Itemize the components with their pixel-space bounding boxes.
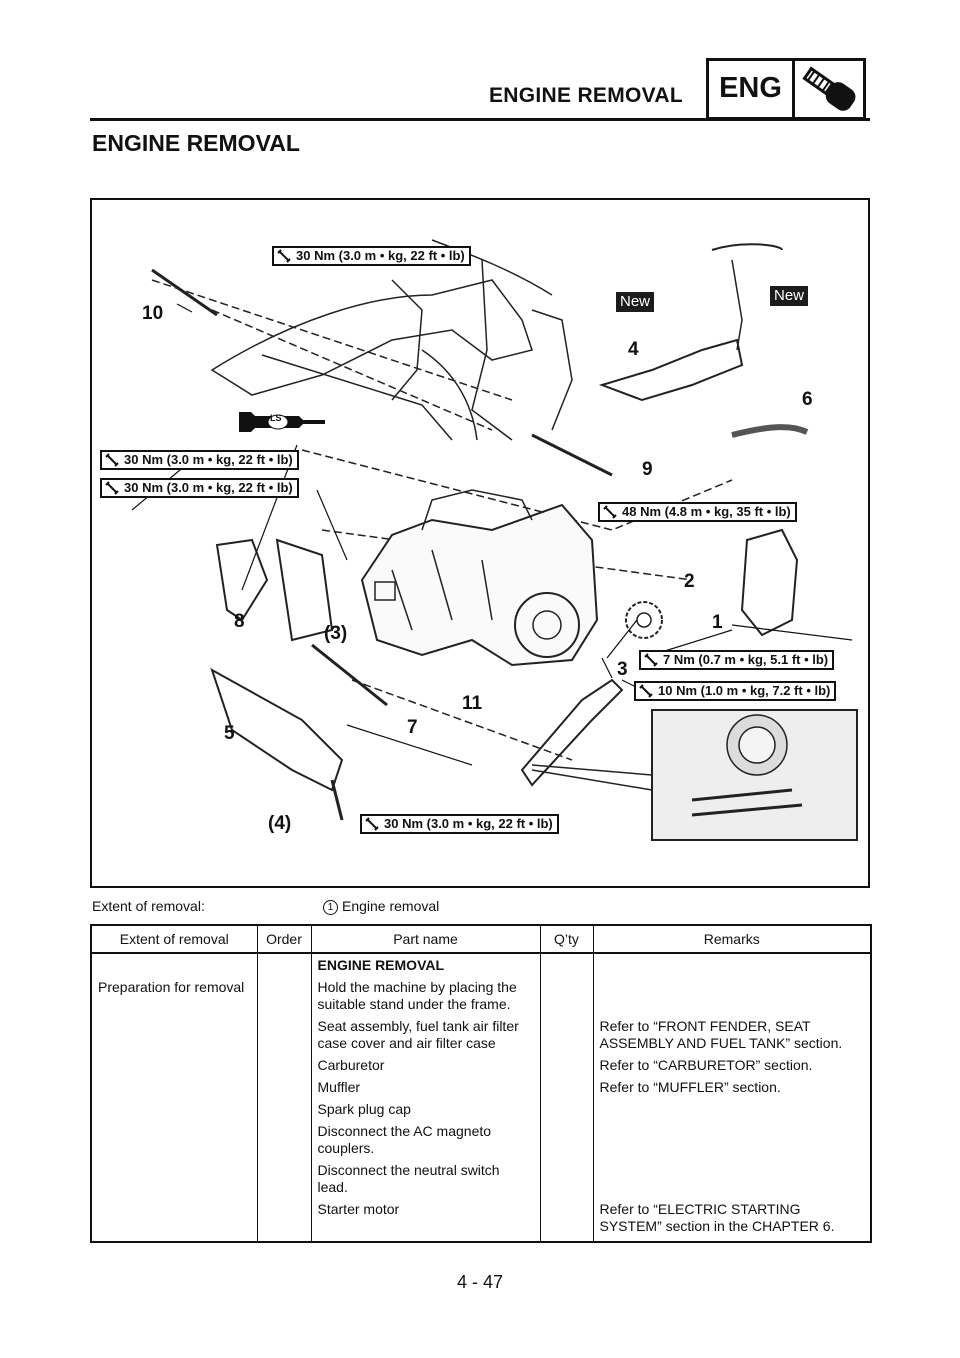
table-row [91,1076,871,1098]
part-label-2: 2 [684,571,695,592]
table-row [91,1120,871,1159]
part-label-7: 7 [407,717,418,738]
table-row [91,1159,871,1198]
cell-remarks [593,953,871,976]
torque-spec-text: 10 Nm (1.0 m • kg, 7.2 ft • lb) [658,683,831,698]
torque-spec [634,681,836,701]
torque-wrench-icon [365,817,379,831]
cell-remarks: Refer to “ELECTRIC STARTING SYSTEM” section in the CHAPTER 6. [593,1198,871,1242]
cell-part: Starter motor [311,1198,540,1242]
cell-order [257,1015,311,1054]
new-tag: New [616,292,654,312]
cell-extent [91,1159,257,1198]
cell-qty [540,1076,593,1098]
part-label-6: 6 [802,389,813,410]
cell-extent [91,953,257,976]
extent-label: Extent of removal: [92,898,205,914]
torque-spec-text: 30 Nm (3.0 m • kg, 22 ft • lb) [384,816,553,831]
column-header: Extent of removal [91,925,257,953]
part-label-1: 1 [712,612,723,633]
cell-remarks [593,1159,871,1198]
torque-spec-text: 30 Nm (3.0 m • kg, 22 ft • lb) [296,248,465,263]
part-label-11: 11 [462,693,483,714]
cell-extent [91,1120,257,1159]
chapter-badge-label: ENG [709,61,795,117]
cell-order [257,976,311,1015]
cell-extent [91,1054,257,1076]
cell-qty [540,1159,593,1198]
cell-extent [91,1198,257,1242]
new-tag: New [770,286,808,306]
running-header-title: ENGINE REMOVAL [489,84,683,107]
cell-qty [540,953,593,976]
cell-qty [540,1054,593,1076]
cell-part: Disconnect the neutral switch lead. [311,1159,540,1198]
torque-spec-text: 7 Nm (0.7 m • kg, 5.1 ft • lb) [663,652,829,667]
cell-part: Spark plug cap [311,1098,540,1120]
column-header: Part name [311,925,540,953]
torque-wrench-icon [105,481,119,495]
table-row [91,1054,871,1076]
torque-spec-text: 48 Nm (4.8 m • kg, 35 ft • lb) [622,504,791,519]
torque-spec [100,450,299,470]
torque-spec [100,478,299,498]
torque-spec-text: 30 Nm (3.0 m • kg, 22 ft • lb) [124,452,293,467]
column-header: Order [257,925,311,953]
removal-table [90,924,872,1243]
part-label-3: 3 [617,659,628,680]
cell-order [257,1159,311,1198]
cell-order [257,1076,311,1098]
cell-order [257,1098,311,1120]
engine-drawing [92,200,868,886]
cell-remarks: Refer to “MUFFLER” section. [593,1076,871,1098]
cell-qty [540,976,593,1015]
cell-order [257,1054,311,1076]
exploded-diagram [90,198,870,888]
table-row [91,1098,871,1120]
table-row [91,953,871,976]
table-header-row [91,925,871,953]
page-number: 4 - 47 [456,1272,504,1292]
cell-order [257,1198,311,1242]
part-label-10: 10 [142,303,164,324]
ls-badge-label: LS [270,413,282,423]
cell-order [257,953,311,976]
column-header: Remarks [593,925,871,953]
part-label-4: 4 [628,339,639,360]
circled-number: 1 [323,900,338,915]
part-label-8: 8 [234,611,245,632]
torque-wrench-icon [644,653,658,667]
cell-part: Disconnect the AC magneto couplers. [311,1120,540,1159]
part-label-4-paren: (4) [268,813,292,834]
cell-part: Seat assembly, fuel tank air filter case cover and air filter case [311,1015,540,1054]
part-label-3-paren: (3) [324,623,348,644]
cell-extent [91,1076,257,1098]
torque-wrench-icon [277,249,291,263]
cell-qty [540,1198,593,1242]
cell-order [257,1120,311,1159]
cell-extent [91,1098,257,1120]
torque-wrench-icon [639,684,653,698]
extent-item [323,898,439,915]
table-row [91,1015,871,1054]
cell-qty [540,1098,593,1120]
cell-extent [91,1015,257,1054]
cell-remarks [593,976,871,1015]
chapter-badge [706,58,866,120]
torque-spec [639,650,834,670]
torque-wrench-icon [603,505,617,519]
table-row [91,1198,871,1242]
torque-wrench-icon [105,453,119,467]
engine-wrench-icon [797,63,863,115]
cell-part: Muffler [311,1076,540,1098]
torque-spec [272,246,471,266]
lithium-soap-grease-icon [237,406,327,436]
cell-qty [540,1120,593,1159]
cell-remarks [593,1120,871,1159]
cell-extent: Preparation for removal [91,976,257,1015]
cell-remarks [593,1098,871,1120]
part-label-5: 5 [224,723,235,744]
cell-remarks: Refer to “FRONT FENDER, SEAT ASSEMBLY AND FUEL TANK” section. [593,1015,871,1054]
torque-spec-text: 30 Nm (3.0 m • kg, 22 ft • lb) [124,480,293,495]
torque-spec [360,814,559,834]
table-row [91,976,871,1015]
cell-remarks: Refer to “CARBURETOR” section. [593,1054,871,1076]
column-header: Q’ty [540,925,593,953]
cell-part: Carburetor [311,1054,540,1076]
cell-qty [540,1015,593,1054]
section-title: ENGINE REMOVAL [92,130,300,156]
part-label-9: 9 [642,459,653,480]
cell-part: Hold the machine by placing the suitable stand under the frame. [311,976,540,1015]
extent-item-text: Engine removal [342,898,440,914]
cell-part: ENGINE REMOVAL [311,953,540,976]
torque-spec [598,502,797,522]
